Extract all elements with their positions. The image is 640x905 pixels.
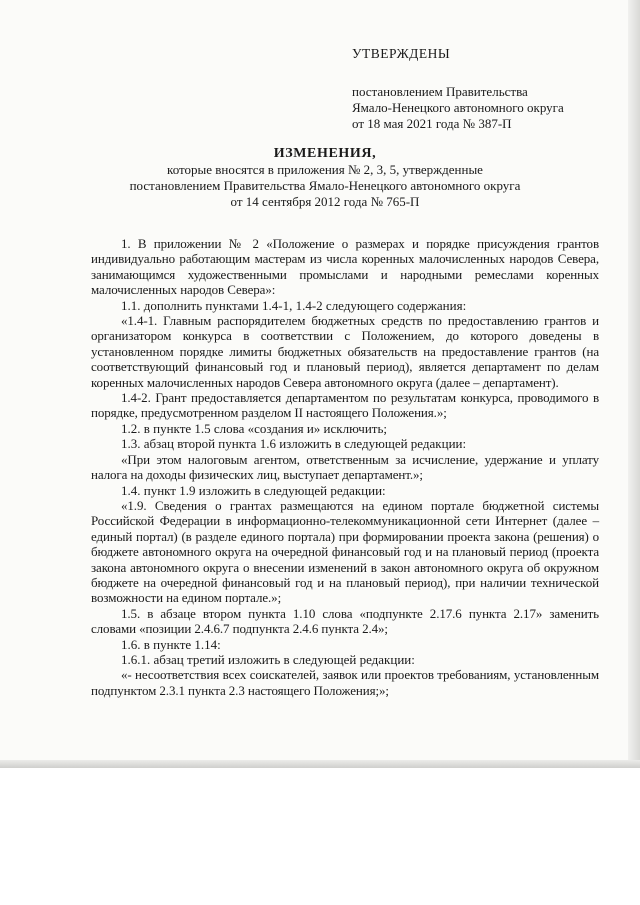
approval-line: Ямало-Ненецкого автономного округа xyxy=(352,100,564,115)
page-edge-shadow xyxy=(628,0,640,768)
title-line: от 14 сентября 2012 года № 765-П xyxy=(230,194,420,209)
paragraph: 1.2. в пункте 1.5 слова «создания и» исключить; xyxy=(121,420,388,436)
title-line: которые вносятся в приложения № 2, 3, 5, утвержденные xyxy=(167,162,483,177)
paragraph: 1.4. пункт 1.9 изложить в следующей редакции: xyxy=(121,482,386,498)
paragraph: 1.6.1. абзац третий изложить в следующей редакции: xyxy=(121,651,415,667)
title-line: постановлением Правительства Ямало-Ненецкого автономного округа xyxy=(129,178,521,193)
approval-heading: УТВЕРЖДЕНЫ xyxy=(352,46,451,61)
paragraph: 1.4-2. Грант предоставляется департаментом по результатам конкурса, проводимого в порядке, предусмотренном разделом II настоящего Положения.»; xyxy=(91,390,599,421)
page-bottom-shadow xyxy=(0,760,640,768)
document-body xyxy=(91,236,599,698)
paragraph: «1.9. Сведения о грантах размещаются на едином портале бюджетной системы Российской Федерации в информационно-телекоммуникационной сети Интернет (далее – единый портал) (в разделе единого портала) при формировании проекта закона (решения) о бюджете автономного округа на очередной финансовый год и на плановый период (проекта закона автономного округа о внесении изменений в закон автономного округа об окружном бюджете на очередной финансовый год и на плановый период), при наличии технической возможности на едином портале.»; xyxy=(91,497,599,606)
paragraph: «При этом налоговым агентом, ответственным за исчисление, удержание и уплату налога на доходы физических лиц, выступает департамент.»; xyxy=(91,451,599,483)
paragraph: 1.1. дополнить пунктами 1.4-1, 1.4-2 следующего содержания: xyxy=(121,297,467,313)
paragraph: 1.3. абзац второй пункта 1.6 изложить в следующей редакции: xyxy=(121,436,467,452)
paragraph: «- несоответствия всех соискателей, заявок или проектов требованиям, установленным подпунктом 2.3.1 пункта 2.3 настоящего Положения;»; xyxy=(91,667,599,698)
paragraph: 1.5. в абзаце втором пункта 1.10 слова «подпункте 2.17.6 пункта 2.17» заменить словами «позиции 2.4.6.7 подпункта 2.4.6 пункта 2.4»; xyxy=(91,605,599,637)
title-main: ИЗМЕНЕНИЯ, xyxy=(273,146,377,161)
approval-block xyxy=(352,46,622,132)
paragraph: 1. В приложении № 2 «Положение о размерах и порядке присуждения грантов индивидуально работающим мастерам из числа коренных малочисленных народов Севера, занимающимся художественными промыслами и народными ремеслами коренных малочисленных народов Севера»: xyxy=(91,236,599,298)
paragraph: 1.6. в пункте 1.14: xyxy=(121,636,221,652)
approval-line: постановлением Правительства xyxy=(352,84,528,99)
approval-line: от 18 мая 2021 года № 387-П xyxy=(352,116,512,131)
document-title xyxy=(90,146,560,210)
paragraph: «1.4-1. Главным распорядителем бюджетных средств по предоставлению грантов и организатором конкурса в соответствии с Положением, до которого доведены в установленном порядке лимиты бюджетных обязательств на предоставление грантов (на соответствующий финансовый год и плановый период), является департамент по делам коренных малочисленных народов Севера автономного округа (далее – департамент). xyxy=(91,313,599,390)
